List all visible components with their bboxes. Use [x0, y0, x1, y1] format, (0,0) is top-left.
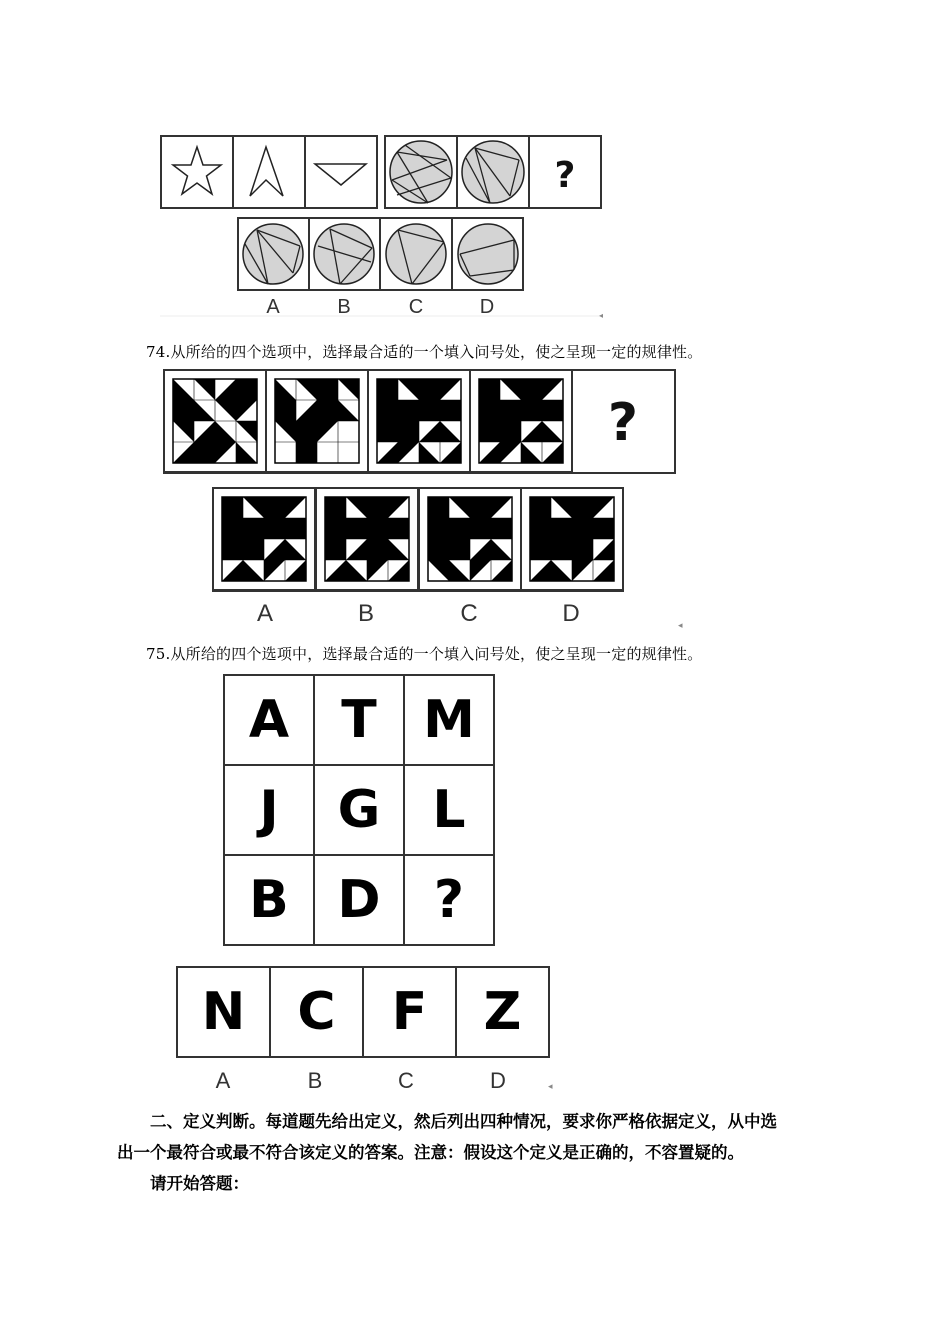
circle-chords-icon-1	[390, 141, 452, 203]
section2-start: 请开始答题：	[150, 1174, 249, 1193]
q75-option-b[interactable]: C	[271, 968, 364, 1056]
q75-option-c[interactable]: F	[364, 968, 457, 1056]
circle-chords-icon-2	[462, 141, 524, 203]
q73-question-mark: ?	[554, 155, 576, 196]
grid-row	[224, 855, 494, 945]
grid-cell: G	[314, 765, 404, 855]
section2-heading-line2: 出一个最符合或最不符合该定义的答案。注意：假设这个定义是正确的，不容置疑的。	[117, 1143, 744, 1162]
q74-option-label-d: D	[562, 600, 580, 627]
q74-prompt: 74.从所给的四个选项中，选择最合适的一个填入问号处，使之呈现一定的规律性。	[146, 343, 703, 361]
q74-figure	[0, 360, 950, 635]
q73-option-label-b: B	[337, 296, 351, 318]
q73-option-b-figure[interactable]	[314, 224, 374, 284]
q75-options	[176, 966, 550, 1058]
q74-pattern-2	[266, 370, 368, 472]
grid-cell: B	[224, 855, 314, 945]
q74-option-b-figure	[316, 488, 418, 590]
q74-pattern-3	[368, 370, 470, 472]
q75-option-a[interactable]: N	[178, 968, 271, 1056]
q73-figure	[0, 0, 950, 330]
arrowhead-icon	[250, 147, 283, 196]
q74-option-label-b: B	[357, 600, 374, 627]
grid-cell: T	[314, 675, 404, 765]
q73-option-a-figure[interactable]	[243, 224, 303, 284]
q74-option-label-a: A	[256, 600, 273, 627]
q74-option-c-figure	[419, 488, 521, 590]
paragraph-mark: ◂	[548, 1082, 553, 1092]
q74-figure-svg	[0, 360, 950, 635]
q74-pattern-4	[470, 370, 572, 472]
q73-option-d-figure[interactable]	[458, 224, 518, 284]
q73-option-label-c: C	[408, 296, 424, 318]
section2-heading-line1: 二、定义判断。每道题先给出定义，然后列出四种情况，要求你严格依据定义，从中选	[150, 1112, 777, 1131]
q74-option-a-figure	[213, 488, 315, 590]
q74-question-mark: ?	[607, 393, 639, 453]
q75-prompt: 75.从所给的四个选项中，选择最合适的一个填入问号处，使之呈现一定的规律性。	[146, 645, 703, 663]
grid-cell: A	[224, 675, 314, 765]
q73-option-label-a: A	[266, 296, 280, 318]
grid-cell: L	[404, 765, 494, 855]
grid-cell: M	[404, 675, 494, 765]
q73-option-label-d: D	[479, 296, 495, 318]
q75-letter-grid	[223, 674, 495, 946]
q75-option-label-c: C	[398, 1068, 414, 1093]
down-triangle-icon	[315, 164, 366, 185]
q73-group-1	[161, 136, 377, 208]
q74-option-label-c: C	[460, 600, 478, 627]
q75-option-label-a: A	[215, 1068, 231, 1093]
grid-row	[224, 675, 494, 765]
q73-option-c-figure[interactable]	[386, 224, 446, 284]
grid-cell: J	[224, 765, 314, 855]
q75-option-label-d: D	[490, 1068, 506, 1093]
grid-cell: D	[314, 855, 404, 945]
paragraph-mark: ◂	[678, 621, 683, 631]
svg-text:◂: ◂	[599, 311, 604, 320]
q75-option-d[interactable]: Z	[483, 982, 522, 1042]
grid-row	[224, 765, 494, 855]
star-icon	[173, 147, 221, 194]
q73-figure-svg	[0, 0, 950, 330]
grid-cell: ?	[404, 855, 494, 945]
q74-pattern-1	[164, 370, 266, 472]
q74-option-d-figure	[521, 488, 623, 590]
q75-option-label-b: B	[307, 1068, 323, 1093]
